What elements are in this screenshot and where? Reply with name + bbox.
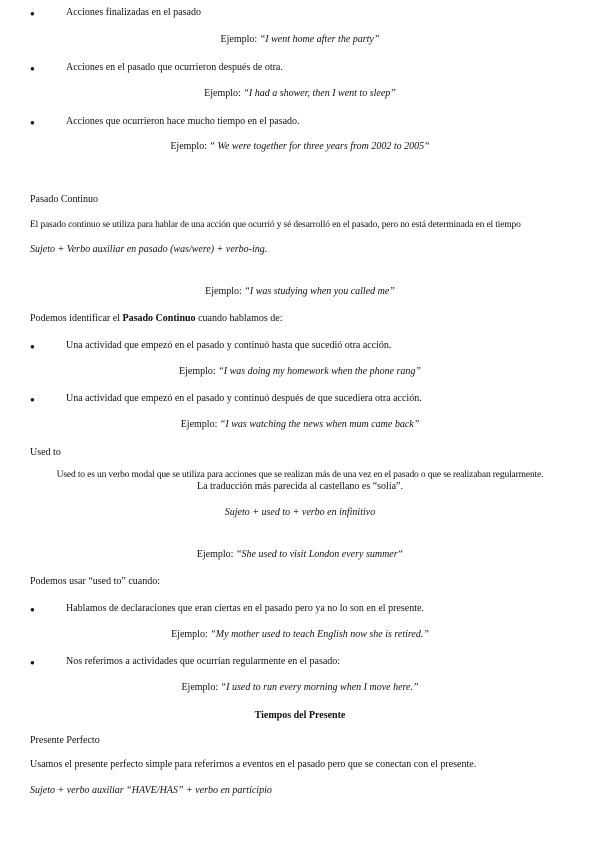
identify-bold-text: Pasado Continuo xyxy=(122,313,196,324)
example-line xyxy=(0,88,600,100)
example-text: “I was watching the news when mum came back” xyxy=(219,419,420,430)
section-title: Used to xyxy=(30,447,61,458)
example-line xyxy=(0,549,600,561)
formula-text: Sujeto + used to + verbo en infinitivo xyxy=(224,507,376,518)
identify-pre-text: Podemos identificar el xyxy=(30,313,123,324)
bullet-item-text: Acciones que ocurrieron hace mucho tiempo en el pasado. xyxy=(66,116,300,127)
bullet-item-text: Acciones en el pasado que ocurrieron después de otra. xyxy=(66,62,283,73)
example-line xyxy=(0,286,600,298)
chapter-heading-text: Tiempos del Presente xyxy=(254,710,346,721)
example-text: “I was doing my homework when the phone rang” xyxy=(218,366,421,377)
bullet-icon: ● xyxy=(30,64,35,73)
bullet-icon: ● xyxy=(30,605,35,614)
grammar-formula xyxy=(0,507,600,519)
bullet-icon: ● xyxy=(30,395,35,404)
example-line xyxy=(0,366,600,378)
identify-post-text: cuando hablamos de: xyxy=(195,313,283,324)
chapter-heading xyxy=(0,710,600,722)
example-label: Ejemplo: xyxy=(179,366,216,377)
section-description-2: La traducción más parecida al castellano es “solía”. xyxy=(196,481,403,492)
example-label: Ejemplo: xyxy=(171,629,208,640)
example-text: “My mother used to teach English now she is retired.” xyxy=(210,629,429,640)
identify-line xyxy=(30,313,282,325)
example-label: Ejemplo: xyxy=(181,682,219,693)
example-line xyxy=(0,682,600,694)
example-text: “ We were together for three years from 2002 to 2005“ xyxy=(209,141,430,152)
formula-text: Sujeto + Verbo auxiliar en pasado (was/were) + verbo-ing. xyxy=(30,244,268,255)
formula-text: Sujeto + verbo auxiliar “HAVE/HAS” + verbo en participio xyxy=(30,785,272,796)
use-intro: Podemos usar “used to” cuando: xyxy=(30,576,160,587)
example-text: “I went home after the party” xyxy=(259,34,380,45)
bullet-item-text: Una actividad que empezó en el pasado y continuó después de que sucediera otra acción. xyxy=(66,393,422,404)
example-line xyxy=(0,419,600,431)
example-line xyxy=(0,34,600,46)
example-text: “I used to run every morning when I move here.” xyxy=(220,682,419,693)
example-text: “I had a shower, then I went to sleep” xyxy=(243,88,396,99)
section-description: Usamos el presente perfecto simple para referirnos a eventos en el pasado pero que se conectan con el presente. xyxy=(30,759,477,770)
bullet-item-text: Una actividad que empezó en el pasado y continuó hasta que sucedió otra acción. xyxy=(66,340,392,351)
section-title: Pasado Continuo xyxy=(30,194,99,205)
bullet-icon: ● xyxy=(30,342,35,351)
example-text: “She used to visit London every summer“ xyxy=(235,549,404,560)
section-title: Presente Perfecto xyxy=(30,735,100,746)
example-line xyxy=(0,629,600,641)
bullet-icon: ● xyxy=(30,9,35,18)
section-description: Used to es un verbo modal que se utiliza para acciones que se realizan más de una vez en el pasado o que se realizaban regularmente. xyxy=(56,470,544,480)
example-text: “I was studying when you called me” xyxy=(244,286,395,297)
bullet-item-text: Hablamos de declaraciones que eran ciertas en el pasado pero ya no lo son en el presente. xyxy=(66,603,424,614)
grammar-formula xyxy=(30,244,267,256)
bullet-item-text: Nos referimos a actividades que ocurrían regularmente en el pasado: xyxy=(66,656,341,667)
example-label: Ejemplo: xyxy=(170,141,207,152)
example-line xyxy=(0,141,600,153)
bullet-icon: ● xyxy=(30,118,35,127)
example-label: Ejemplo: xyxy=(196,549,234,560)
example-label: Ejemplo: xyxy=(205,286,242,297)
bullet-item-text: Acciones finalizadas en el pasado xyxy=(66,7,201,18)
section-description: El pasado continuo se utiliza para hablar de una acción que ocurrió y sé desarrolló en el pasado, pero no está determinada en el tiempo xyxy=(30,220,521,230)
example-label: Ejemplo: xyxy=(180,419,218,430)
example-label: Ejemplo: xyxy=(204,88,241,99)
example-label: Ejemplo: xyxy=(220,34,258,45)
grammar-formula xyxy=(30,785,272,797)
bullet-icon: ● xyxy=(30,658,35,667)
